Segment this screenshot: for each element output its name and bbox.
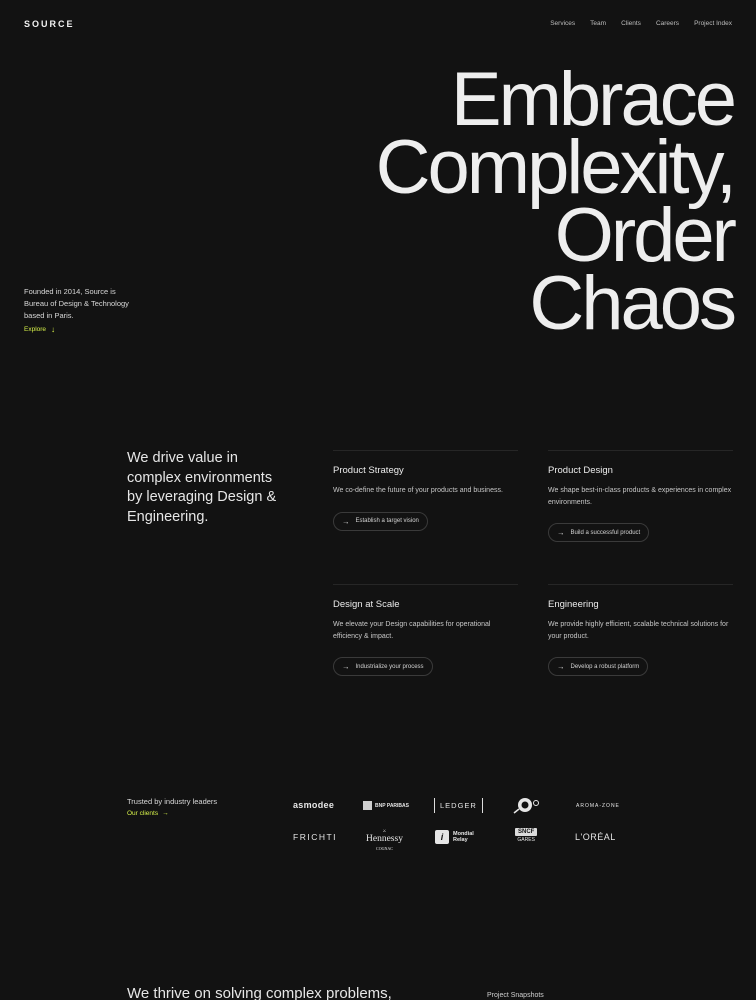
explore-label: Explore	[24, 326, 47, 333]
service-cta-label: Build a successful product	[570, 529, 641, 536]
service-cta-button[interactable]	[548, 523, 649, 542]
service-title: Engineering	[548, 599, 599, 610]
hero-line: Complexity,	[375, 125, 734, 210]
service-cta-button[interactable]	[548, 657, 648, 676]
service-card-engineering	[548, 584, 733, 676]
nav-link-clients[interactable]: Clients	[621, 20, 641, 27]
service-cta-label: Industrialize your process	[355, 663, 424, 670]
hennessy-arm-icon: ⚔	[382, 828, 387, 833]
service-title: Product Design	[548, 465, 613, 476]
hennessy-subtitle: COGNAC	[376, 846, 393, 851]
client-logo-frichti: FRICHTI	[293, 832, 338, 842]
service-cta-label: Establish a target vision	[355, 518, 419, 524]
bnp-wordmark: BNP PARIBAS	[375, 802, 409, 809]
mondial-relay-mark-icon: i	[435, 830, 449, 844]
hero-line: Chaos	[529, 261, 734, 346]
service-description: We co-define the future of your products and business.	[333, 487, 503, 494]
service-description: We provide highly efficient, scalable technical solutions for your product.	[548, 621, 729, 640]
value-statement: We drive value in complex environments by leveraging Design & Engineering.	[127, 450, 277, 525]
intro-text: Founded in 2014, Source is Bureau of Design & Technology based in Paris.	[24, 287, 129, 320]
nav-link-services[interactable]: Services	[550, 20, 576, 27]
nav-link-project-index[interactable]: Project Index	[694, 20, 732, 27]
nav-links	[550, 20, 732, 27]
our-clients-link[interactable]	[127, 810, 169, 817]
client-logo-asmodee: asmodee	[293, 800, 335, 810]
service-description: We shape best-in-class products & experiences in complex environments.	[548, 487, 732, 506]
arrow-right-icon: →	[557, 662, 565, 671]
hero-line: Embrace	[450, 57, 734, 142]
service-card-product-design	[548, 450, 733, 542]
nav-link-team[interactable]: Team	[590, 20, 607, 27]
our-clients-label: Our clients	[127, 810, 159, 817]
client-logo-bnp-paribas	[363, 801, 409, 810]
client-logo-loreal: L'ORÉAL	[575, 832, 616, 842]
service-title: Design at Scale	[333, 599, 400, 610]
service-cta-label: Develop a robust platform	[570, 663, 640, 670]
service-cta-button[interactable]	[333, 657, 433, 676]
client-logo-sncf-gares	[515, 828, 537, 843]
explore-link[interactable]	[24, 325, 55, 334]
relay-line: Relay	[453, 837, 468, 843]
hero-title	[375, 57, 734, 346]
hennessy-wordmark: Hennessy	[366, 834, 403, 844]
circle-emblem-icon	[512, 796, 540, 816]
client-logo-aroma-zone: AROMA-ZONE	[576, 803, 620, 809]
top-nav	[0, 0, 756, 48]
service-description: We elevate your Design capabilities for operational efficiency & impact.	[333, 621, 491, 640]
bnp-mark-icon	[363, 801, 372, 810]
nav-link-careers[interactable]: Careers	[655, 20, 680, 27]
arrow-right-icon: →	[342, 662, 350, 671]
service-card-product-strategy	[333, 450, 518, 531]
service-card-design-at-scale	[333, 584, 518, 676]
client-logo-hennessy	[366, 826, 403, 853]
mondial-line: Mondial	[453, 831, 474, 837]
arrow-right-icon: →	[557, 528, 565, 537]
mondial-relay-wordmark	[453, 831, 474, 843]
hero-line: Order	[554, 193, 734, 278]
client-logo-circle-icon	[512, 796, 540, 816]
service-cta-button[interactable]	[333, 512, 428, 531]
thrive-heading: We thrive on solving complex problems,	[127, 985, 392, 1000]
project-snapshots-label: Project Snapshots	[487, 992, 544, 999]
sncf-subtitle: GARES	[517, 837, 535, 843]
service-title: Product Strategy	[333, 465, 404, 476]
arrow-down-icon: ↓	[51, 325, 56, 334]
clients-heading: Trusted by industry leaders	[127, 797, 218, 806]
client-logo-mondial-relay	[435, 830, 474, 844]
brand-logo[interactable]: SOURCE	[24, 19, 75, 29]
arrow-right-icon: →	[162, 810, 169, 817]
sncf-wordmark: SNCF	[515, 828, 537, 836]
arrow-right-icon: →	[342, 516, 350, 526]
client-logo-ledger: LEDGER	[434, 798, 483, 813]
